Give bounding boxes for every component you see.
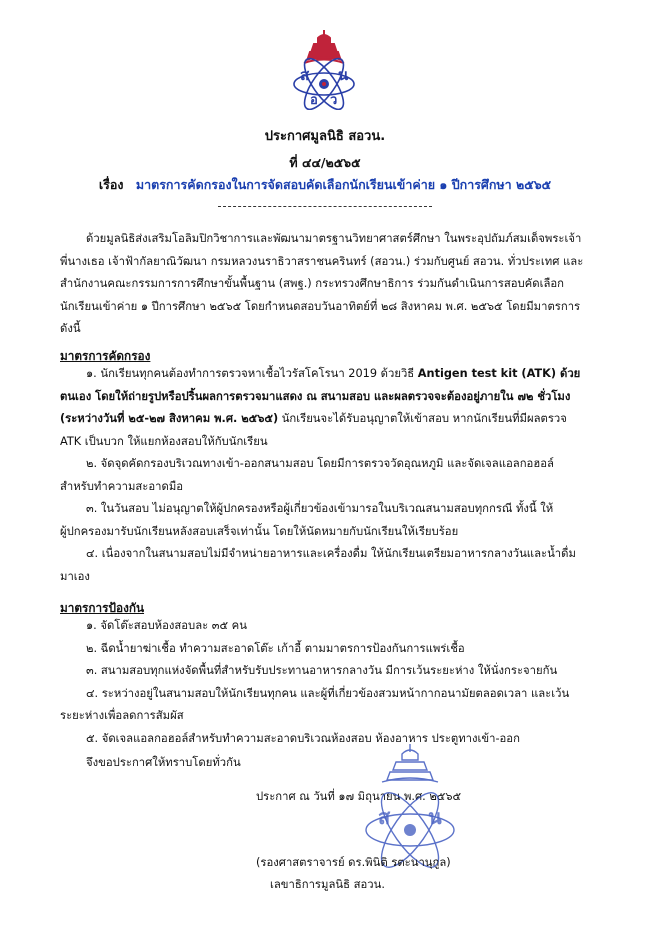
- screening-heading: มาตรการคัดกรอง: [60, 349, 151, 363]
- screening-item-4-cont: มาเอง: [60, 569, 90, 583]
- subject-label: เรื่อง: [98, 177, 124, 192]
- prevention-item-5: ๕. จัดเจลแอลกอฮอล์สำหรับทำความสะอาดบริเวณห้องสอบ ห้องอาหาร ประตูทางเข้า-ออก: [86, 731, 520, 745]
- intro-line: นักเรียนเข้าค่าย ๑ ปีการศึกษา ๒๕๖๕ โดยกำหนดสอบวันอาทิตย์ที่ ๒๘ สิงหาคม พ.ศ. ๒๕๖๕ โดยมีมาตรการ: [60, 299, 581, 313]
- signatory-name: (รองศาสตราจารย์ ดร.พินิติ รตะนานุกูล): [256, 856, 451, 869]
- intro-paragraph: [60, 228, 585, 341]
- screening-item-1-cont: ตนเอง โดยให้ถ่ายรูปหรือปริ้นผลการตรวจมาแสดง ณ สนามสอบ และผลตรวจจะต้องอยู่ภายใน ๗๒ ชั่วโมง: [60, 389, 571, 403]
- foundation-logo-icon: [288, 28, 360, 110]
- screening-item-1-text: นักเรียนจะได้รับอนุญาตให้เข้าสอบ หากนักเรียนที่มีผลตรวจ: [278, 412, 567, 425]
- signature-date: ประกาศ ณ วันที่ ๑๗ มิถุนายน พ.ศ. ๒๕๖๕: [256, 790, 462, 803]
- prevention-item-4-cont: ระยะห่างเพื่อลดการสัมผัส: [60, 709, 184, 722]
- intro-line: พี่นางเธอ เจ้าฟ้ากัลยาณิวัฒนา กรมหลวงนราธิวาสราชนครินทร์ (สอวน.) ร่วมกับศูนย์ สอวน. ทั่วประเทศ และ: [60, 254, 584, 268]
- svg-text:น: น: [428, 805, 442, 829]
- svg-text:ส: ส: [378, 805, 391, 829]
- svg-text:อ: อ: [310, 93, 318, 108]
- svg-text:ว: ว: [330, 93, 338, 108]
- screening-item-3-cont: ผู้ปกครองมารับนักเรียนหลังสอบเสร็จเท่านั้น โดยให้นัดหมายกับนักเรียนให้เรียบร้อย: [60, 524, 459, 538]
- announcement-org-title: ประกาศมูลนิธิ สอวน.: [264, 129, 386, 144]
- svg-text:ส: ส: [300, 66, 310, 84]
- intro-line: ด้วยมูลนิธิส่งเสริมโอลิมปิกวิชาการและพัฒนามาตรฐานวิทยาศาสตร์ศึกษา ในพระอุปถัมภ์สมเด็จพระเจ้า: [86, 232, 582, 245]
- prevention-item-1: ๑. จัดโต๊ะสอบห้องสอบละ ๓๕ คน: [86, 619, 247, 632]
- svg-text:น: น: [338, 66, 349, 84]
- intro-line: สำนักงานคณะกรรมการการศึกษาขั้นพื้นฐาน (สพฐ.) กระทรวงศึกษาธิการ ร่วมกันดำเนินการสอบคัดเลือก: [60, 277, 564, 290]
- screening-item-1: [60, 363, 585, 386]
- closing-text: จึงขอประกาศให้ทราบโดยทั่วกัน: [86, 756, 241, 769]
- closing-line: [60, 752, 585, 775]
- divider-line: [218, 206, 432, 207]
- screening-date-range: (ระหว่างวันที่ ๒๕-๒๗ สิงหาคม พ.ศ. ๒๕๖๕): [60, 412, 279, 425]
- screening-item-1-bold: Antigen test kit (ATK) ด้วย: [417, 367, 581, 380]
- announcement-subject: [0, 175, 650, 195]
- announcement-number: ที่ ๔๔/๒๕๖๕: [289, 155, 361, 170]
- screening-item-3: ๓. ในวันสอบ ไม่อนุญาตให้ผู้ปกครองหรือผู้เกี่ยวข้องเข้ามารอในบริเวณสนามสอบทุกกรณี ทั้งนี้ ให้: [86, 502, 554, 515]
- intro-line: ดังนี้: [60, 322, 81, 335]
- prevention-item-4: ๔. ระหว่างอยู่ในสนามสอบให้นักเรียนทุกคน และผู้ที่เกี่ยวข้องสวมหน้ากากอนามัยตลอดเวลา และเว้น: [86, 686, 570, 700]
- prevention-item-2: ๒. ฉีดน้ำยาฆ่าเชื้อ ทำความสะอาดโต๊ะ เก้าอี้ ตามมาตรการป้องกันการแพร่เชื้อ: [86, 641, 465, 655]
- screening-item-1-cont: ATK เป็นบวก ให้แยกห้องสอบให้กับนักเรียน: [60, 434, 268, 448]
- screening-item-1-text: ๑. นักเรียนทุกคนต้องทำการตรวจหาเชื้อไวรัสโคโรนา 2019 ด้วยวิธี: [86, 367, 418, 380]
- subject-text: มาตรการคัดกรองในการจัดสอบคัดเลือกนักเรียนเข้าค่าย ๑ ปีการศึกษา ๒๕๖๕: [135, 177, 552, 192]
- screening-item-4: ๔. เนื่องจากในสนามสอบไม่มีจำหน่ายอาหารและเครื่องดื่ม ให้นักเรียนเตรียมอาหารกลางวันและน้ำดื่ม: [86, 547, 576, 560]
- screening-item-1-cont: [60, 408, 585, 431]
- prevention-item-3: ๓. สนามสอบทุกแห่งจัดพื้นที่สำหรับรับประทานอาหารกลางวัน มีการเว้นระยะห่าง ให้นั่งกระจายกัน: [86, 664, 558, 677]
- screening-item-2: ๒. จัดจุดคัดกรองบริเวณทางเข้า-ออกสนามสอบ โดยมีการตรวจวัดอุณหภูมิ และจัดเจลแอลกอฮอล์: [86, 457, 554, 470]
- signatory-title: เลขาธิการมูลนิธิ สอวน.: [270, 878, 385, 891]
- prevention-list: [60, 615, 585, 750]
- prevention-heading: มาตรการป้องกัน: [60, 601, 145, 615]
- screening-list: [60, 363, 585, 588]
- screening-item-2-cont: สำหรับทำความสะอาดมือ: [60, 479, 184, 493]
